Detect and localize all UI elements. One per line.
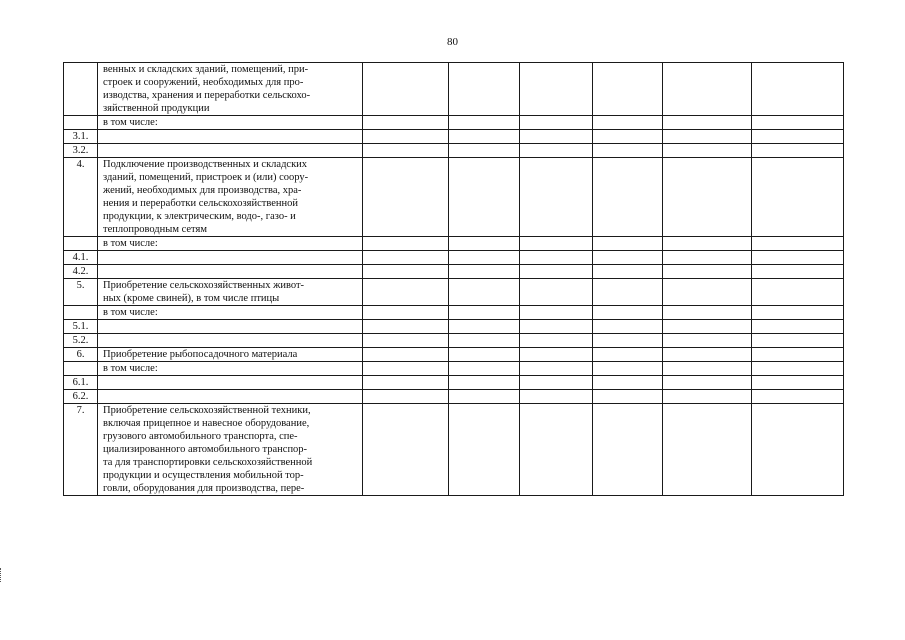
value-cell [663,390,752,404]
value-cell [663,144,752,158]
table-row [64,158,844,237]
row-description-cell [98,144,363,158]
table-row [64,251,844,265]
value-cell [449,144,520,158]
row-number-cell [64,116,98,130]
description-line: нения и переработки сельскохозяйственной [103,198,299,209]
value-cell [593,404,663,496]
value-cell [663,265,752,279]
row-number-cell [64,362,98,376]
value-cell [752,390,844,404]
row-number-cell: 6.2. [64,390,98,404]
value-cell [752,237,844,251]
value-cell [449,237,520,251]
value-cell [663,320,752,334]
row-number-cell: 5. [64,279,98,306]
table-row [64,130,844,144]
table-row [64,362,844,376]
value-cell [593,251,663,265]
value-cell [593,144,663,158]
row-number-cell [64,306,98,320]
value-cell [520,130,593,144]
value-cell [593,306,663,320]
table-row [64,144,844,158]
value-cell [520,237,593,251]
row-description-cell [98,390,363,404]
row-description-cell [98,334,363,348]
value-cell [520,251,593,265]
value-cell [363,390,449,404]
value-cell [663,251,752,265]
value-cell [520,362,593,376]
description-line: изводства, хранения и переработки сельскохо- [103,90,311,101]
value-cell [520,404,593,496]
value-cell [449,320,520,334]
value-cell [663,334,752,348]
table-row [64,376,844,390]
value-cell [520,158,593,237]
value-cell [520,306,593,320]
value-cell [363,265,449,279]
scan-edge-mark [0,568,5,582]
value-cell [752,279,844,306]
description-line: циализированного автомобильного транспор- [103,444,308,455]
value-cell [593,390,663,404]
description-line: теплопроводным сетям [103,224,207,235]
value-cell [363,320,449,334]
value-cell [449,279,520,306]
table-row [64,334,844,348]
row-description-cell [98,116,363,130]
value-cell [363,306,449,320]
description-line: продукции, к электрическим, водо-, газо- и [103,211,296,222]
value-cell [363,334,449,348]
value-cell [593,63,663,116]
value-cell [663,376,752,390]
row-description-cell [98,158,363,237]
value-cell [363,348,449,362]
value-cell [593,116,663,130]
value-cell [593,265,663,279]
value-cell [363,251,449,265]
description-line: продукции и осуществления мобильной тор- [103,470,304,481]
description-line: в том числе: [103,117,158,128]
table-row [64,404,844,496]
value-cell [363,376,449,390]
value-cell [663,237,752,251]
row-number-cell: 4.2. [64,265,98,279]
value-cell [449,362,520,376]
description-line: жений, необходимых для производства, хра- [103,185,302,196]
value-cell [752,334,844,348]
value-cell [449,306,520,320]
description-line: в том числе: [103,363,158,374]
description-line: зданий, помещений, пристроек и (или) соору- [103,172,309,183]
description-line: Подключение производственных и складских [103,159,308,170]
value-cell [449,404,520,496]
row-description-cell [98,251,363,265]
value-cell [752,348,844,362]
row-description-cell [98,306,363,320]
value-cell [752,144,844,158]
row-description-cell [98,237,363,251]
value-cell [752,158,844,237]
value-cell [593,130,663,144]
value-cell [363,362,449,376]
table-row [64,237,844,251]
value-cell [449,158,520,237]
description-line: Приобретение рыбопосадочного материала [103,349,298,360]
row-number-cell: 5.2. [64,334,98,348]
value-cell [663,404,752,496]
value-cell [363,144,449,158]
row-number-cell: 3.2. [64,144,98,158]
value-cell [752,130,844,144]
value-cell [520,320,593,334]
row-number-cell [64,63,98,116]
value-cell [593,362,663,376]
value-cell [663,158,752,237]
row-number-cell: 6.1. [64,376,98,390]
row-number-cell: 7. [64,404,98,496]
row-description-cell [98,63,363,116]
description-line: грузового автомобильного транспорта, спе- [103,431,298,442]
value-cell [663,130,752,144]
description-line: зяйственной продукции [103,103,210,114]
row-number-cell: 6. [64,348,98,362]
table-row [64,265,844,279]
row-description-cell [98,130,363,144]
value-cell [752,320,844,334]
value-cell [520,144,593,158]
value-cell [593,158,663,237]
value-cell [663,306,752,320]
row-description-cell [98,362,363,376]
value-cell [593,348,663,362]
value-cell [752,376,844,390]
value-cell [752,306,844,320]
table-row [64,348,844,362]
row-description-cell [98,376,363,390]
description-line: Приобретение сельскохозяйственных живот- [103,280,305,291]
value-cell [593,376,663,390]
row-number-cell: 5.1. [64,320,98,334]
value-cell [663,116,752,130]
value-cell [663,63,752,116]
description-line: говли, оборудования для производства, пере- [103,483,305,494]
value-cell [663,279,752,306]
value-cell [663,362,752,376]
value-cell [363,130,449,144]
value-cell [520,390,593,404]
row-number-cell: 4. [64,158,98,237]
value-cell [520,334,593,348]
value-cell [449,334,520,348]
value-cell [449,251,520,265]
value-cell [363,279,449,306]
description-line: в том числе: [103,238,158,249]
table-body [64,63,844,496]
value-cell [752,251,844,265]
value-cell [752,362,844,376]
description-line: венных и складских зданий, помещений, при- [103,64,309,75]
value-cell [752,63,844,116]
value-cell [449,130,520,144]
row-number-cell: 3.1. [64,130,98,144]
data-table [63,62,844,496]
value-cell [593,237,663,251]
row-number-cell [64,237,98,251]
value-cell [520,376,593,390]
table-row [64,306,844,320]
value-cell [520,279,593,306]
table-row [64,116,844,130]
value-cell [520,265,593,279]
value-cell [520,63,593,116]
row-description-cell [98,265,363,279]
value-cell [449,265,520,279]
value-cell [363,63,449,116]
table-row [64,390,844,404]
value-cell [449,63,520,116]
value-cell [752,404,844,496]
table-row [64,320,844,334]
value-cell [363,237,449,251]
row-description-cell [98,348,363,362]
row-number-cell: 4.1. [64,251,98,265]
value-cell [363,158,449,237]
value-cell [593,320,663,334]
value-cell [520,348,593,362]
table-row [64,279,844,306]
value-cell [752,116,844,130]
row-description-cell [98,279,363,306]
value-cell [449,376,520,390]
description-line: строек и сооружений, необходимых для про- [103,77,304,88]
row-description-cell [98,404,363,496]
value-cell [449,390,520,404]
value-cell [593,279,663,306]
value-cell [593,334,663,348]
row-description-cell [98,320,363,334]
value-cell [449,116,520,130]
value-cell [363,116,449,130]
value-cell [449,348,520,362]
value-cell [520,116,593,130]
value-cell [752,265,844,279]
value-cell [363,404,449,496]
value-cell [663,348,752,362]
description-line: в том числе: [103,307,158,318]
description-line: Приобретение сельскохозяйственной техники, [103,405,311,416]
table-row [64,63,844,116]
description-line: ных (кроме свиней), в том числе птицы [103,293,280,304]
page-number: 80 [447,36,458,48]
description-line: включая прицепное и навесное оборудование, [103,418,310,429]
description-line: та для транспортировки сельскохозяйственной [103,457,313,468]
